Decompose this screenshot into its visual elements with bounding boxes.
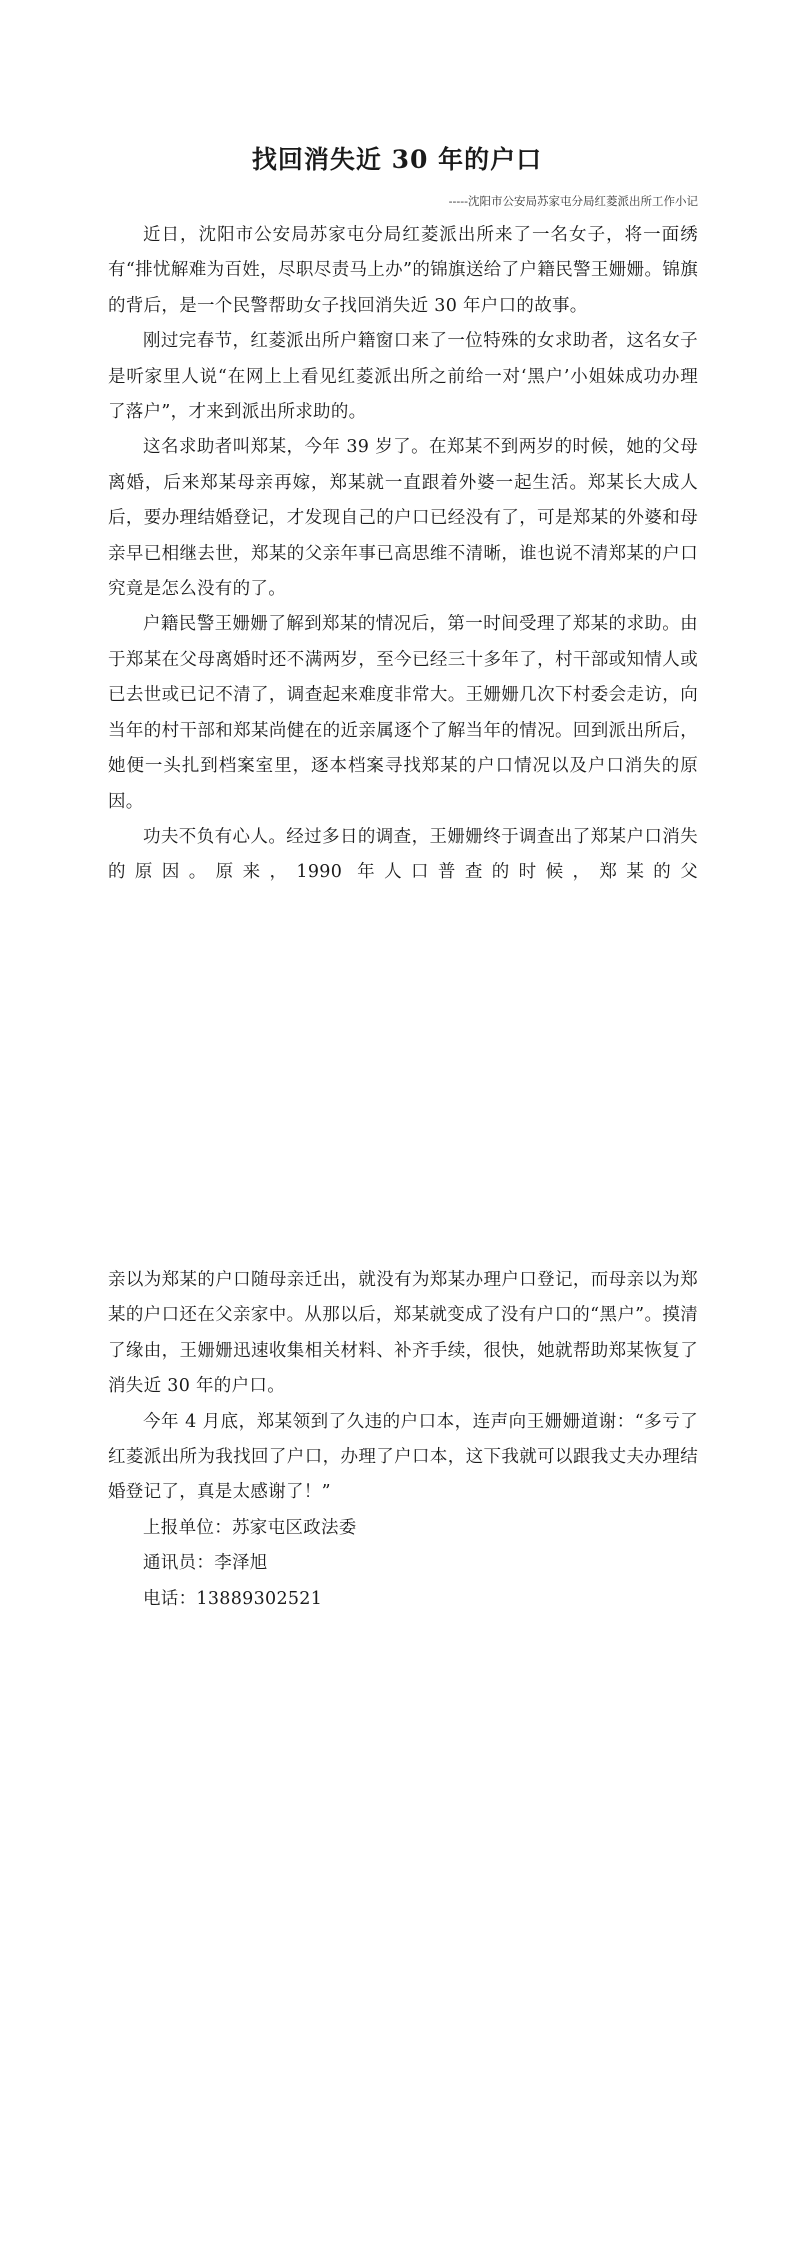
paragraph-1: 近日，沈阳市公安局苏家屯分局红菱派出所来了一名女子，将一面绣有“排忧解难为百姓，尽职尽责马上办”的锦旗送给了户籍民警王姗姗。锦旗的背后，是一个民警帮助女子找回消失近 30 年户口的故事。 xyxy=(108,225,698,316)
paragraph-5-continued: 亲以为郑某的户口随母亲迁出，就没有为郑某办理户口登记，而母亲以为郑某的户口还在父亲家中。从那以后，郑某就变成了没有户口的“黑户”。摸清了缘由，王姗姗迅速收集相关材料、补齐手续，很快，她就帮助郑某恢复了消失近 30 年的户口。 xyxy=(108,1270,698,1397)
body-text-top xyxy=(108,218,698,891)
body-text-bottom xyxy=(108,1263,698,1617)
paragraph-3: 这名求助者叫郑某，今年 39 岁了。在郑某不到两岁的时候，她的父母离婚，后来郑某母亲再嫁，郑某就一直跟着外婆一起生活。郑某长大成人后，要办理结婚登记，才发现自己的户口已经没有了，可是郑某的外婆和母亲早已相继去世，郑某的父亲年事已高思维不清晰，谁也说不清郑某的户口究竟是怎么没有的了。 xyxy=(108,437,698,600)
paragraph-6: 今年 4 月底，郑某领到了久违的户口本，连声向王姗姗道谢：“多亏了红菱派出所为我找回了户口，办理了户口本，这下我就可以跟我丈夫办理结婚登记了，真是太感谢了！” xyxy=(108,1411,698,1503)
correspondent: 通讯员：李泽旭 xyxy=(143,1553,268,1574)
document-subtitle: -----沈阳市公安局苏家屯分局红菱派出所工作小记 xyxy=(448,194,698,208)
report-unit: 上报单位：苏家屯区政法委 xyxy=(143,1517,357,1538)
paragraph-5: 功夫不负有心人。经过多日的调查，王姗姗终于调查出了郑某户口消失的原因。原来，1990 年人口普查的时候，郑某的父 xyxy=(108,826,698,883)
paragraph-2: 刚过完春节，红菱派出所户籍窗口来了一位特殊的女求助者，这名女子是听家里人说“在网上上看见红菱派出所之前给一对‘黑户’小姐妹成功办理了落户”，才来到派出所求助的。 xyxy=(108,331,698,423)
paragraph-4: 户籍民警王姗姗了解到郑某的情况后，第一时间受理了郑某的求助。由于郑某在父母离婚时还不满两岁，至今已经三十多年了，村干部或知情人或已去世或已记不清了，调查起来难度非常大。王姗姗几次下村委会走访，向当年的村干部和郑某尚健在的近亲属逐个了解当年的情况。回到派出所后，她便一头扎到档案室里，逐本档案寻找郑某的户口情况以及户口消失的原因。 xyxy=(108,614,698,812)
phone-number: 电话：13889302521 xyxy=(143,1588,323,1609)
document-title: 找回消失近 30 年的户口 xyxy=(251,145,543,174)
